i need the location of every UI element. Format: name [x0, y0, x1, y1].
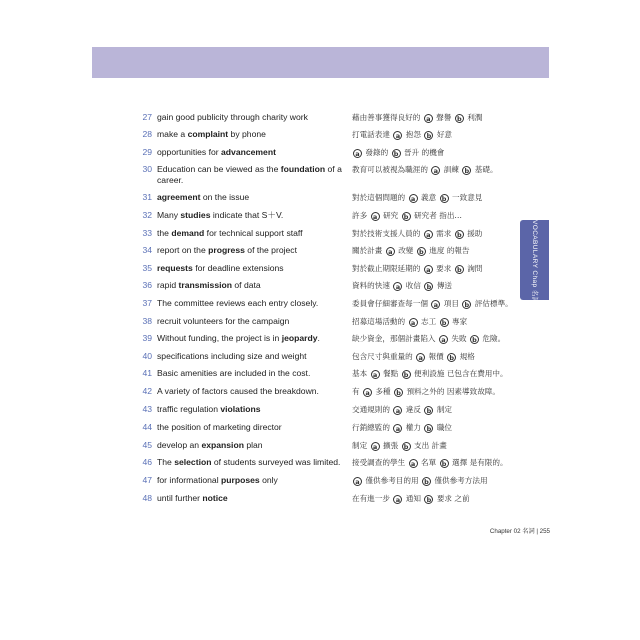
translation-text: 僅供參考方法用	[431, 476, 488, 485]
translation-text: 聲譽	[433, 113, 454, 122]
translation-text: 通知	[403, 494, 424, 503]
chinese-translation	[352, 351, 532, 362]
chinese-translation	[352, 210, 532, 221]
option-b-marker: b	[462, 300, 471, 309]
phrase-text: of the project	[244, 245, 297, 255]
translation-text: 傳送	[434, 281, 453, 290]
translation-text: 基礎。	[472, 165, 498, 174]
translation-text: 發錄的	[363, 148, 391, 157]
option-b-marker: b	[447, 353, 456, 362]
translation-text: 詢問	[464, 264, 483, 273]
chinese-translation	[352, 164, 532, 175]
entry-number: 38	[142, 316, 152, 326]
translation-text: 報價	[426, 352, 447, 361]
phrase-text: the position of marketing director	[157, 422, 282, 432]
translation-text: 失敗	[448, 334, 469, 343]
english-phrase	[157, 164, 342, 186]
chinese-translation	[352, 129, 532, 140]
vocab-keyword: jeopardy	[281, 333, 318, 343]
translation-text: 職位	[434, 423, 453, 432]
phrase-text: recruit volunteers for the campaign	[157, 316, 290, 326]
option-a-marker: a	[416, 353, 425, 362]
translation-text: 委員會仔細審查每一個	[352, 299, 431, 308]
phrase-text: of students surveyed was limited.	[211, 457, 341, 467]
translation-text: 專家	[449, 317, 468, 326]
translation-text: 晉升 的機會	[401, 148, 445, 157]
translation-text: 資料的快速	[352, 281, 393, 290]
translation-text: 義意	[418, 193, 439, 202]
translation-text: 缺少資金，那個計畫陷入	[352, 334, 438, 343]
translation-text: 關於計畫	[352, 246, 385, 255]
chinese-translation	[352, 263, 532, 274]
translation-text: 許多	[352, 211, 370, 220]
option-b-marker: b	[402, 442, 411, 451]
phrase-text: of data	[232, 280, 261, 290]
translation-text: 交通規則的	[352, 405, 393, 414]
translation-text: 多種	[373, 387, 394, 396]
option-b-marker: b	[455, 114, 464, 123]
chinese-translation	[352, 333, 532, 344]
vocab-keyword: foundation	[280, 164, 326, 174]
translation-text: 收信	[403, 281, 424, 290]
vocab-keyword: selection	[174, 457, 212, 467]
entry-number: 32	[142, 210, 152, 220]
english-phrase	[157, 475, 342, 486]
chinese-translation	[352, 440, 532, 451]
translation-text: 危險。	[479, 334, 506, 343]
phrase-text: develop an	[157, 440, 202, 450]
english-phrase	[157, 245, 342, 256]
english-phrase	[157, 192, 342, 203]
chinese-translation	[352, 404, 532, 415]
phrase-text: for technical support staff	[204, 228, 303, 238]
translation-text: 改變	[395, 246, 416, 255]
translation-text: 基本	[352, 369, 370, 378]
phrase-text: for informational	[157, 475, 222, 485]
option-a-marker: a	[371, 212, 380, 221]
translation-text: 行銷總監的	[352, 423, 393, 432]
option-b-marker: b	[424, 282, 433, 291]
english-phrase	[157, 333, 342, 344]
phrase-text: specifications including size and weight	[157, 351, 307, 361]
translation-text: 對於技術支援人員的	[352, 229, 423, 238]
translation-text: 接受調查的學生	[352, 458, 408, 467]
option-a-marker: a	[409, 459, 418, 468]
vocab-keyword: agreement	[157, 192, 201, 202]
phrase-text: The committee reviews each entry closely.	[157, 298, 319, 308]
vocab-keyword: notice	[202, 493, 228, 503]
chinese-translation	[352, 368, 532, 379]
chinese-translation	[352, 112, 532, 123]
entry-number: 48	[142, 493, 152, 503]
english-phrase	[157, 368, 342, 379]
translation-text: 訓練	[441, 165, 462, 174]
phrase-text: Many	[157, 210, 181, 220]
option-b-marker: b	[417, 247, 426, 256]
option-a-marker: a	[439, 335, 448, 344]
option-a-marker: a	[431, 166, 440, 175]
phrase-text: rapid	[157, 280, 179, 290]
option-a-marker: a	[371, 442, 380, 451]
phrase-text: by phone	[228, 129, 266, 139]
option-b-marker: b	[422, 477, 431, 486]
vocab-keyword: advancement	[221, 147, 276, 157]
translation-text: 研究	[380, 211, 401, 220]
vocab-keyword: complaint	[187, 129, 229, 139]
translation-text: 項目	[441, 299, 462, 308]
translation-text: 需求	[433, 229, 454, 238]
english-phrase	[157, 457, 342, 468]
entry-number: 27	[142, 112, 152, 122]
entry-number: 29	[142, 147, 152, 157]
option-a-marker: a	[393, 282, 402, 291]
chinese-translation	[352, 245, 532, 256]
translation-text: 預料之外的 因素導致故障。	[404, 387, 500, 396]
option-b-marker: b	[440, 194, 449, 203]
phrase-text: gain good publicity through charity work	[157, 112, 308, 122]
chinese-translation	[352, 493, 532, 504]
translation-text: 要求 之前	[434, 494, 470, 503]
english-phrase	[157, 440, 342, 451]
option-a-marker: a	[353, 477, 362, 486]
option-a-marker: a	[424, 230, 433, 239]
translation-text: 名單	[418, 458, 439, 467]
translation-text: 規格	[457, 352, 475, 361]
english-phrase	[157, 129, 342, 140]
option-b-marker: b	[462, 166, 471, 175]
option-a-marker: a	[363, 388, 372, 397]
option-b-marker: b	[455, 265, 464, 274]
option-b-marker: b	[424, 406, 433, 415]
phrase-text: .	[317, 333, 320, 343]
option-b-marker: b	[470, 335, 479, 344]
option-a-marker: a	[431, 300, 440, 309]
entry-number: 47	[142, 475, 152, 485]
option-b-marker: b	[424, 495, 433, 504]
chinese-translation	[352, 228, 532, 239]
translation-text: 評估標準。	[472, 299, 513, 308]
phrase-text: of a career.	[157, 164, 342, 185]
translation-text: 餐點	[380, 369, 401, 378]
option-b-marker: b	[440, 459, 449, 468]
translation-text: 一致意見	[449, 193, 483, 202]
entry-number: 42	[142, 386, 152, 396]
option-b-marker: b	[455, 230, 464, 239]
phrase-text: opportunities for	[157, 147, 222, 157]
entry-number: 40	[142, 351, 152, 361]
translation-text: 包含尺寸與重量的	[352, 352, 416, 361]
translation-text: 抱怨	[403, 130, 424, 139]
phrase-text: plan	[243, 440, 263, 450]
entry-number: 34	[142, 245, 152, 255]
translation-text: 志工	[418, 317, 439, 326]
english-phrase	[157, 228, 342, 239]
translation-text: 對於截止期限延期的	[352, 264, 423, 273]
option-a-marker: a	[393, 495, 402, 504]
entry-number: 36	[142, 280, 152, 290]
phrase-text: make a	[157, 129, 188, 139]
translation-text: 選擇 是有限的。	[449, 458, 508, 467]
translation-text: 援助	[464, 229, 483, 238]
entry-number: 31	[142, 192, 152, 202]
phrase-text: A variety of factors caused the breakdown.	[157, 386, 319, 396]
translation-text: 研究者 指出…	[411, 211, 463, 220]
translation-text: 藉由善事獲得良好的	[352, 113, 423, 122]
translation-text: 擴張	[380, 441, 401, 450]
translation-text: 教育可以被視為職涯的	[352, 165, 431, 174]
phrase-text: report on the	[157, 245, 209, 255]
phrase-text: the	[157, 228, 172, 238]
vocab-keyword: violations	[220, 404, 261, 414]
side-tab-label: VOCABULARY Chap 名詞	[531, 220, 538, 304]
option-a-marker: a	[424, 265, 433, 274]
english-phrase	[157, 386, 342, 397]
option-b-marker: b	[394, 388, 403, 397]
option-a-marker: a	[393, 131, 402, 140]
option-b-marker: b	[402, 370, 411, 379]
translation-text: 違反	[403, 405, 424, 414]
entry-number: 33	[142, 228, 152, 238]
translation-text: 制定	[434, 405, 453, 414]
chinese-translation	[352, 475, 532, 486]
option-a-marker: a	[386, 247, 395, 256]
option-b-marker: b	[424, 424, 433, 433]
english-phrase	[157, 316, 342, 327]
translation-text: 便利設施 已包含在費用中。	[411, 369, 508, 378]
option-b-marker: b	[440, 318, 449, 327]
phrase-text: The	[157, 457, 175, 467]
english-phrase	[157, 112, 342, 123]
entry-number: 41	[142, 368, 152, 378]
option-a-marker: a	[353, 149, 362, 158]
vocab-keyword: demand	[171, 228, 205, 238]
phrase-text: Without funding, the project is in	[157, 333, 282, 343]
translation-text: 有	[352, 387, 363, 396]
english-phrase	[157, 298, 342, 309]
translation-text: 支出 計畫	[411, 441, 447, 450]
chinese-translation	[352, 298, 532, 309]
chinese-translation	[352, 386, 532, 397]
english-phrase	[157, 147, 342, 158]
translation-text: 招募這場活動的	[352, 317, 408, 326]
translation-text: 要求	[433, 264, 454, 273]
entry-number: 46	[142, 457, 152, 467]
english-phrase	[157, 404, 342, 415]
translation-text: 權力	[403, 423, 424, 432]
option-b-marker: b	[424, 131, 433, 140]
translation-text: 對於這個問題的	[352, 193, 408, 202]
phrase-text: Basic amenities are included in the cost.	[157, 368, 311, 378]
phrase-text: Education can be viewed as the	[157, 164, 281, 174]
english-phrase	[157, 263, 342, 274]
translation-text: 僅供參考目的用	[363, 476, 421, 485]
option-a-marker: a	[393, 424, 402, 433]
chinese-translation	[352, 316, 532, 327]
english-phrase	[157, 210, 342, 221]
english-phrase	[157, 493, 342, 504]
translation-text: 打電話表達	[352, 130, 393, 139]
entry-number: 44	[142, 422, 152, 432]
chinese-translation	[352, 457, 532, 468]
chinese-translation	[352, 422, 532, 433]
vocab-keyword: expansion	[201, 440, 244, 450]
translation-text: 好意	[434, 130, 453, 139]
phrase-text: for deadline extensions	[192, 263, 284, 273]
entry-number: 45	[142, 440, 152, 450]
entry-number: 37	[142, 298, 152, 308]
entry-number: 30	[142, 164, 152, 174]
option-b-marker: b	[392, 149, 401, 158]
entry-number: 28	[142, 129, 152, 139]
english-phrase	[157, 280, 342, 291]
translation-text: 制定	[352, 441, 370, 450]
phrase-text: until further	[157, 493, 203, 503]
phrase-text: traffic regulation	[157, 404, 221, 414]
english-phrase	[157, 351, 342, 362]
translation-text: 在有進一步	[352, 494, 393, 503]
chinese-translation	[352, 147, 532, 158]
english-phrase	[157, 422, 342, 433]
translation-text: 利潤	[464, 113, 483, 122]
chinese-translation	[352, 280, 532, 291]
option-a-marker: a	[409, 194, 418, 203]
chapter-side-tab	[520, 220, 549, 304]
vocab-keyword: requests	[157, 263, 193, 273]
vocab-keyword: transmission	[178, 280, 232, 290]
translation-text: 進度 的報告	[426, 246, 470, 255]
chinese-translation	[352, 192, 532, 203]
phrase-text: only	[259, 475, 278, 485]
vocab-keyword: purposes	[221, 475, 260, 485]
option-a-marker: a	[371, 370, 380, 379]
entry-number: 35	[142, 263, 152, 273]
option-a-marker: a	[424, 114, 433, 123]
page-footer: Chapter 02 名詞 | 255	[489, 528, 550, 535]
phrase-text: on the issue	[200, 192, 250, 202]
option-a-marker: a	[393, 406, 402, 415]
vocab-keyword: studies	[180, 210, 211, 220]
phrase-text: indicate that S＋V.	[210, 210, 284, 220]
option-b-marker: b	[402, 212, 411, 221]
vocab-keyword: progress	[208, 245, 245, 255]
option-a-marker: a	[409, 318, 418, 327]
entry-number: 43	[142, 404, 152, 414]
entry-number: 39	[142, 333, 152, 343]
